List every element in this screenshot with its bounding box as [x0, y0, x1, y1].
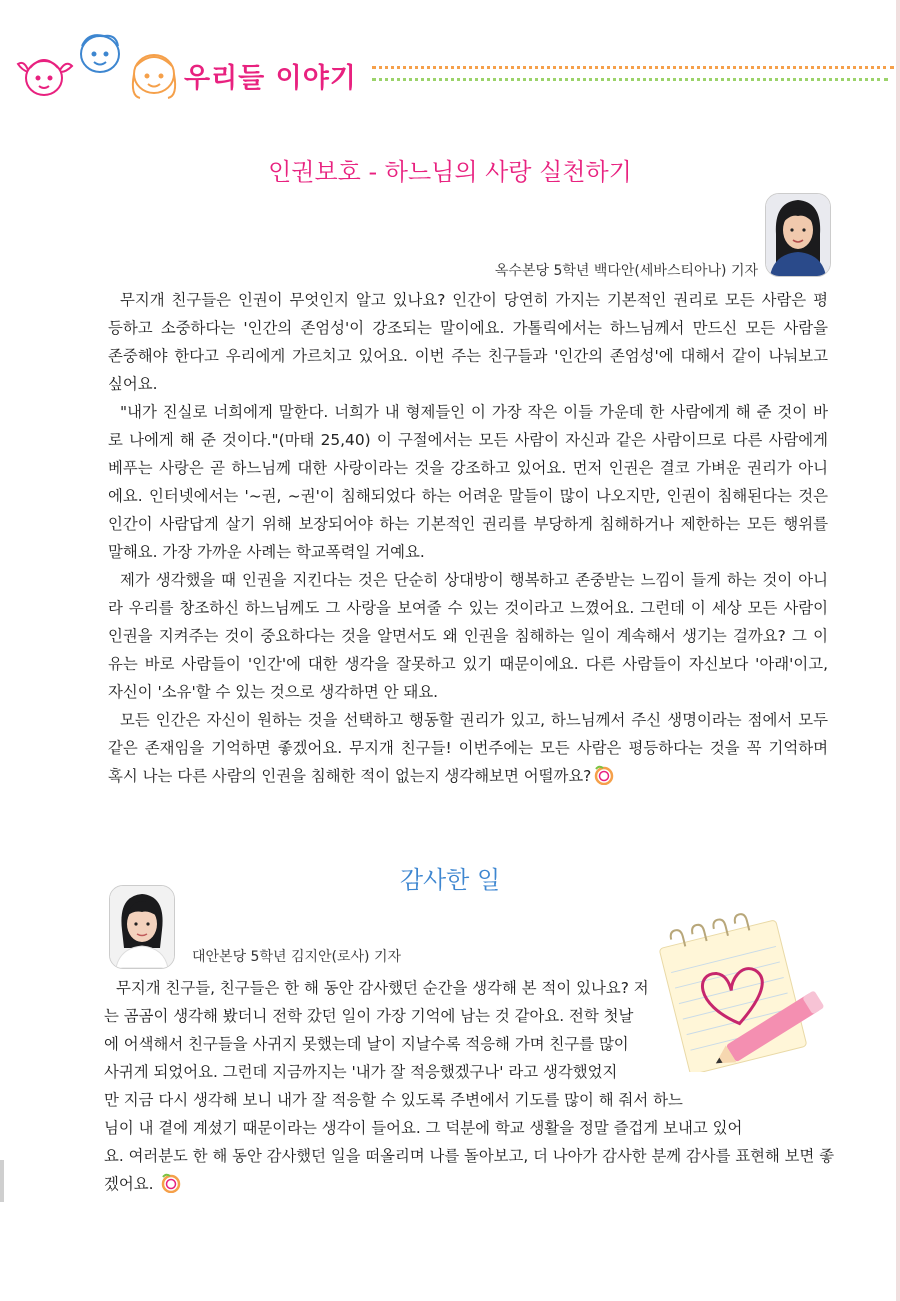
reporter1-photo — [765, 193, 831, 277]
text-line: 로 나에게 해 준 것이다."(마태 25,40) 이 구절에서는 모든 사람이 자신과 같은 사람이므로 다른 사람에게 — [108, 431, 828, 449]
text-line-with-logo — [104, 1170, 834, 1198]
text-line: "내가 진실로 너희에게 말한다. 너희가 내 형제들인 이 가장 작은 이들 가운데 한 사람에게 해 준 것이 바 — [120, 403, 828, 421]
text-line: 유는 바로 사람들이 '인간'에 대한 생각을 잘못하고 있기 때문이에요. 다른 사람들이 자신보다 '아래'이고, — [108, 655, 828, 673]
article2-title: 감사한 일 — [399, 866, 501, 894]
dotted-divider-orange — [372, 66, 894, 69]
article1-byline: 옥수본당 5학년 백다안(세바스티아나) 기자 — [494, 263, 758, 279]
article2-body — [104, 974, 834, 1198]
text-line: 혹시 나는 다른 사람의 인권을 침해한 적이 없는지 생각해보면 어떨까요? — [108, 767, 592, 785]
section-title: 우리들 이야기 — [184, 63, 357, 94]
text-line: 자신이 '소유'할 수 있는 것으로 생각하면 안 돼요. — [108, 683, 439, 701]
text-line: 인권을 지켜주는 것이 중요하다는 것을 알면서도 왜 인권을 침해하는 일이 계속해서 생기는 걸까요? 그 이 — [108, 627, 828, 645]
dotted-divider-green — [372, 78, 888, 81]
text-line: 님이 내 곁에 계셨기 때문이라는 생각이 들어요. 그 덕분에 학교 생활을 정말 즐겁게 보내고 있어 — [104, 1119, 743, 1137]
reporter2-photo — [109, 885, 175, 969]
text-line: 존중해야 한다고 우리에게 가르치고 있어요. 이번 주는 친구들과 '인간의 존엄성'에 대해서 같이 나눠보고 — [108, 347, 828, 365]
text-line: 제가 생각했을 때 인권을 지킨다는 것은 단순히 상대방이 행복하고 존중받는 느낌이 들게 하는 것이 아니 — [120, 571, 828, 589]
text-line: 베푸는 사랑은 곧 하느님께 대한 사랑이라는 것을 강조하고 있어요. 먼저 인권은 결코 가벼운 권리가 아니 — [108, 459, 828, 477]
text-line: 는 곰곰이 생각해 봤더니 전학 갔던 일이 가장 기억에 남는 것 같아요. 전학 첫날 — [104, 1007, 634, 1025]
article1-body — [108, 286, 828, 790]
text-line: 만 지금 다시 생각해 보니 내가 잘 적응할 수 있도록 주변에서 기도를 많이 해 줘서 하느 — [104, 1091, 683, 1109]
rainbow-logo-icon — [593, 765, 615, 785]
text-line: 인간이 사람답게 살기 위해 보장되어야 하는 기본적인 권리를 부당하게 침해하거나 제한하는 모든 행위를 — [108, 515, 828, 533]
text-line: 무지개 친구들, 친구들은 한 해 동안 감사했던 순간을 생각해 본 적이 있나요? 저 — [116, 979, 649, 997]
text-line: 같은 존재임을 기억하면 좋겠어요. 무지개 친구들! 이번주에는 모든 사람은 평등하다는 것을 꼭 기억하며 — [108, 739, 828, 757]
text-line: 등하고 소중하다는 '인간의 존엄성'이 강조되는 말이에요. 가톨릭에서는 하느님께서 만드신 모든 사람을 — [108, 319, 828, 337]
article2-byline: 대안본당 5학년 김지안(로사) 기자 — [192, 949, 401, 965]
text-line: 모든 인간은 자신이 원하는 것을 선택하고 행동할 권리가 있고, 하느님께서 주신 생명이라는 점에서 모두 — [120, 711, 828, 729]
text-line: 겠어요. — [104, 1175, 154, 1193]
page-edge-left — [0, 1160, 4, 1202]
text-line: 사귀게 되었어요. 그런데 지금까지는 '내가 잘 적응했겠구나' 라고 생각했었지 — [104, 1063, 618, 1081]
text-line: 무지개 친구들은 인권이 무엇인지 알고 있나요? 인간이 당연히 가지는 기본적인 권리로 모든 사람은 평 — [120, 291, 828, 309]
text-line-with-logo — [108, 762, 828, 790]
section-header — [0, 0, 900, 110]
text-line: 싶어요. — [108, 375, 158, 393]
text-line: 말해요. 가장 가까운 사례는 학교폭력일 거예요. — [108, 543, 425, 561]
text-line: 라 우리를 창조하신 하느님께도 그 사랑을 보여줄 수 있는 것이라고 느꼈어요. 그런데 이 세상 모든 사람이 — [108, 599, 828, 617]
kids-faces-icon — [16, 30, 184, 102]
text-line: 에 어색해서 친구들을 사귀지 못했는데 날이 지날수록 적응해 가며 친구를 많이 — [104, 1035, 629, 1053]
rainbow-logo-icon — [160, 1173, 182, 1193]
text-line: 에요. 인터넷에서는 '~권, ~권'이 침해되었다 하는 어려운 말들이 많이 나오지만, 인권이 침해된다는 것은 — [108, 487, 828, 505]
text-line: 요. 여러분도 한 해 동안 감사했던 일을 떠올리며 나를 돌아보고, 더 나아가 감사한 분께 감사를 표현해 보면 좋 — [104, 1147, 835, 1165]
article1-title: 인권보호 - 하느님의 사랑 실천하기 — [268, 158, 632, 186]
page-edge-right — [896, 0, 900, 1301]
